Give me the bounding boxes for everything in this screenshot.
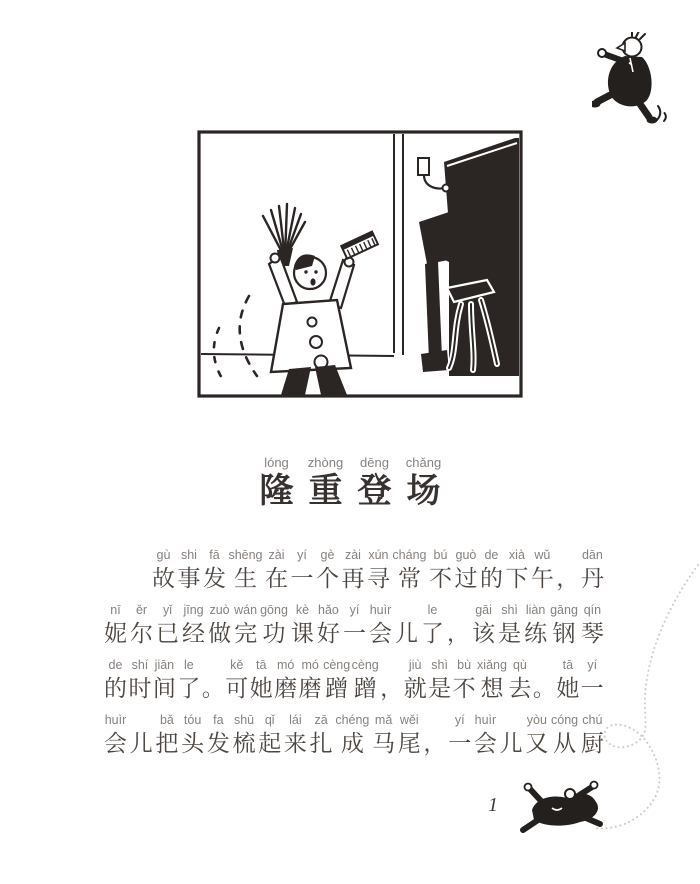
hanzi-char: 起 xyxy=(258,731,282,756)
char-column xyxy=(156,603,179,649)
char-column xyxy=(310,713,333,759)
char-column xyxy=(398,713,421,759)
pinyin-syllable: gāng xyxy=(550,603,578,617)
hanzi-char: 会 xyxy=(368,621,392,646)
hanzi-char: 妮 xyxy=(104,621,127,646)
char-column xyxy=(372,713,395,759)
hanzi-char: 了 xyxy=(177,676,201,701)
char-column xyxy=(258,713,281,759)
pinyin-syllable: zuò xyxy=(209,603,230,617)
hanzi-char: 尾 xyxy=(397,731,421,756)
hanzi-char: 不 xyxy=(428,566,452,591)
char-column xyxy=(429,548,452,594)
char-column xyxy=(104,713,127,759)
pinyin-syllable: wán xyxy=(234,603,258,617)
char-column xyxy=(367,548,390,594)
pinyin-syllable: guò xyxy=(455,548,477,562)
punctuation-column xyxy=(202,658,224,704)
pinyin-syllable: yòu xyxy=(526,713,547,727)
hanzi-char: 时 xyxy=(128,676,152,701)
char-column xyxy=(474,713,497,759)
hanzi-char: 做 xyxy=(208,621,232,646)
hanzi-char: 好 xyxy=(316,621,340,646)
hanzi-char: 可 xyxy=(225,676,249,701)
char-column xyxy=(225,658,248,704)
hanzi-char: ， xyxy=(380,676,403,701)
char-column xyxy=(234,603,257,649)
pinyin-syllable: le xyxy=(183,658,194,672)
hanzi-char: 马 xyxy=(372,731,396,756)
hanzi-char: 功 xyxy=(262,621,286,646)
char-column xyxy=(352,658,379,704)
hanzi-char: 事 xyxy=(177,566,201,591)
pinyin-syllable: huìr xyxy=(104,713,127,727)
chapter-title xyxy=(0,455,700,511)
pinyin-syllable: mó xyxy=(277,658,295,672)
text-line xyxy=(104,603,604,649)
page-number: 1 xyxy=(488,794,498,816)
pinyin-syllable: lái xyxy=(289,713,302,727)
hanzi-char: 会 xyxy=(473,731,497,756)
char-column xyxy=(500,713,523,759)
pinyin-syllable: gāi xyxy=(475,603,492,617)
pinyin-syllable: wǔ xyxy=(534,548,551,562)
char-column xyxy=(524,603,547,649)
pinyin-syllable: zài xyxy=(344,548,361,562)
char-column xyxy=(233,713,256,759)
pinyin-syllable: cèng xyxy=(351,658,379,672)
hanzi-char: 磨 xyxy=(298,676,322,701)
pinyin-syllable: bú xyxy=(433,548,448,562)
hanzi-char: 的 xyxy=(104,676,127,701)
pinyin-syllable: zā xyxy=(314,713,328,727)
pinyin-syllable: xiǎng xyxy=(477,658,507,672)
char-column xyxy=(177,548,200,594)
pinyin-syllable: yí xyxy=(297,548,307,562)
char-column xyxy=(480,548,503,594)
pinyin-syllable: jiù xyxy=(408,658,422,672)
hanzi-char: 已 xyxy=(156,621,180,646)
hanzi-char: 间 xyxy=(152,676,176,701)
char-column xyxy=(404,658,427,704)
char-column xyxy=(258,455,296,511)
pinyin-syllable: chǎng xyxy=(405,455,442,470)
char-column xyxy=(428,658,451,704)
pinyin-syllable: shì xyxy=(501,603,518,617)
char-column xyxy=(525,713,548,759)
text-line xyxy=(104,713,604,759)
hanzi-char: 又 xyxy=(525,731,549,756)
hanzi-char: 登 xyxy=(357,472,392,510)
char-column xyxy=(104,658,127,704)
pinyin-syllable: zhòng xyxy=(307,455,344,470)
text-line xyxy=(104,548,604,594)
hanzi-char: 会 xyxy=(104,731,127,756)
hanzi-char: 她 xyxy=(249,676,273,701)
char-column xyxy=(228,548,262,594)
char-column xyxy=(260,603,288,649)
pinyin-syllable: cháng xyxy=(392,548,427,562)
char-column xyxy=(299,658,322,704)
hanzi-char: 尔 xyxy=(130,621,154,646)
hanzi-char: 想 xyxy=(480,676,504,701)
pinyin-syllable: yí xyxy=(587,658,598,672)
pinyin-syllable: yí xyxy=(349,603,360,617)
char-column xyxy=(343,603,366,649)
pinyin-syllable: gè xyxy=(320,548,335,562)
pinyin-syllable: bù xyxy=(457,658,472,672)
hanzi-char: 从 xyxy=(553,731,577,756)
hanzi-char: 。 xyxy=(532,676,555,701)
hanzi-char: 丹 xyxy=(580,566,604,591)
char-column xyxy=(505,548,528,594)
story-text xyxy=(104,548,604,768)
char-column xyxy=(153,658,176,704)
char-column xyxy=(290,548,313,594)
pinyin-syllable: gōng xyxy=(260,603,288,617)
pinyin-syllable: nī xyxy=(110,603,121,617)
hanzi-char: 蹭 xyxy=(353,676,377,701)
pinyin-syllable: kě xyxy=(230,658,244,672)
running-man-icon xyxy=(592,32,670,129)
hanzi-char: 琴 xyxy=(580,621,604,646)
hanzi-char: 蹭 xyxy=(325,676,349,701)
char-column xyxy=(274,658,297,704)
hanzi-char: 梳 xyxy=(232,731,256,756)
hanzi-char: 了 xyxy=(421,621,444,646)
char-column xyxy=(421,603,444,649)
hanzi-char: 成 xyxy=(340,731,364,756)
pinyin-syllable: cèng xyxy=(323,658,351,672)
char-column xyxy=(392,548,426,594)
char-column xyxy=(207,713,230,759)
pinyin-syllable: shì xyxy=(431,658,448,672)
char-column xyxy=(454,548,477,594)
char-column xyxy=(356,455,394,511)
hanzi-char: 儿 xyxy=(129,731,153,756)
pinyin-syllable: tā xyxy=(256,658,267,672)
hanzi-char: 故 xyxy=(152,566,175,591)
pinyin-syllable: xún xyxy=(368,548,389,562)
hanzi-char: 隆 xyxy=(259,472,294,510)
pinyin-syllable: cóng xyxy=(551,713,579,727)
hanzi-char: 钢 xyxy=(552,621,576,646)
tumbled-man-icon xyxy=(512,780,607,845)
pinyin-syllable: shi xyxy=(180,548,197,562)
hanzi-char: 一 xyxy=(342,621,366,646)
pinyin-syllable: chéng xyxy=(335,713,370,727)
hanzi-char: 是 xyxy=(498,621,522,646)
pinyin-syllable: jiān xyxy=(154,658,175,672)
char-column xyxy=(128,658,151,704)
hanzi-char: 在 xyxy=(265,566,288,591)
char-column xyxy=(104,603,127,649)
hanzi-char: 不 xyxy=(452,676,476,701)
pinyin-syllable: ěr xyxy=(135,603,148,617)
hanzi-char: 场 xyxy=(406,472,441,510)
char-column xyxy=(448,713,471,759)
text-line xyxy=(104,658,604,704)
pinyin-syllable: dēng xyxy=(360,455,389,470)
pinyin-syllable: zài xyxy=(268,548,285,562)
hanzi-char: 下 xyxy=(505,566,529,591)
char-column xyxy=(291,603,314,649)
pinyin-syllable: kè xyxy=(295,603,310,617)
hanzi-char: 一 xyxy=(448,731,472,756)
char-column xyxy=(317,603,340,649)
hanzi-char: 生 xyxy=(233,566,257,591)
hanzi-char: 。 xyxy=(201,676,224,701)
pinyin-syllable: shí xyxy=(131,658,149,672)
pinyin-syllable: liàn xyxy=(525,603,546,617)
char-column xyxy=(395,603,418,649)
char-column xyxy=(130,603,153,649)
pinyin-syllable: mó xyxy=(301,658,319,672)
char-column xyxy=(316,548,339,594)
hanzi-char: 磨 xyxy=(274,676,298,701)
hanzi-char: 该 xyxy=(472,621,496,646)
punctuation-column xyxy=(380,658,402,704)
hanzi-char: 午 xyxy=(530,566,554,591)
pinyin-syllable: hǎo xyxy=(318,603,339,617)
pinyin-syllable: huìr xyxy=(369,603,392,617)
story-illustration xyxy=(197,130,523,398)
pinyin-syllable: yǐ xyxy=(163,603,173,617)
char-column xyxy=(208,603,231,649)
hanzi-char: 扎 xyxy=(309,731,333,756)
pinyin-syllable: yí xyxy=(454,713,465,727)
char-column xyxy=(369,603,392,649)
hanzi-char: ， xyxy=(423,731,446,756)
hanzi-char: 个 xyxy=(315,566,339,591)
hanzi-char: 完 xyxy=(234,621,258,646)
hanzi-char: 是 xyxy=(428,676,452,701)
hanzi-char: 练 xyxy=(524,621,548,646)
pinyin-syllable: fa xyxy=(213,713,224,727)
hanzi-char: 儿 xyxy=(499,731,523,756)
hanzi-char: 把 xyxy=(155,731,179,756)
hanzi-char: 过 xyxy=(454,566,478,591)
pinyin-syllable: le xyxy=(427,603,438,617)
hanzi-char: ， xyxy=(556,566,579,591)
hanzi-char: 一 xyxy=(580,676,604,701)
char-column xyxy=(477,658,507,704)
pinyin-syllable: shū xyxy=(233,713,255,727)
char-column xyxy=(307,455,345,511)
pinyin-syllable: fā xyxy=(209,548,220,562)
char-column xyxy=(472,603,495,649)
pinyin-syllable: qǐ xyxy=(264,713,275,727)
char-column xyxy=(335,713,369,759)
hanzi-char: 再 xyxy=(341,566,365,591)
hanzi-char: 头 xyxy=(181,731,205,756)
char-column xyxy=(250,658,273,704)
pinyin-syllable: lóng xyxy=(264,455,289,470)
hanzi-char: 厨 xyxy=(580,731,604,756)
hanzi-char: 重 xyxy=(308,472,343,510)
pinyin-syllable: gù xyxy=(156,548,171,562)
pinyin-syllable: tā xyxy=(562,658,574,672)
punctuation-column xyxy=(424,713,446,759)
char-column xyxy=(152,548,175,594)
char-column xyxy=(155,713,178,759)
char-column xyxy=(265,548,288,594)
hanzi-char: 就 xyxy=(403,676,427,701)
hanzi-char: 儿 xyxy=(394,621,418,646)
pinyin-syllable: huìr xyxy=(474,713,497,727)
hanzi-char: 课 xyxy=(290,621,314,646)
char-column xyxy=(405,455,443,511)
pinyin-syllable: de xyxy=(484,548,499,562)
pinyin-syllable: shēng xyxy=(228,548,263,562)
pinyin-syllable: wěi xyxy=(399,713,419,727)
pinyin-syllable: jīng xyxy=(183,603,204,617)
char-column xyxy=(323,658,350,704)
char-column xyxy=(130,713,153,759)
hanzi-char: 寻 xyxy=(366,566,390,591)
chapter-title-pairs xyxy=(0,455,700,511)
char-column xyxy=(341,548,364,594)
hanzi-char: 常 xyxy=(397,566,421,591)
hanzi-char: 的 xyxy=(479,566,503,591)
hanzi-char: 发 xyxy=(206,731,230,756)
punctuation-column xyxy=(533,658,555,704)
pinyin-syllable: bǎ xyxy=(159,713,174,727)
hanzi-char: 发 xyxy=(202,566,226,591)
hanzi-char: 经 xyxy=(182,621,206,646)
pinyin-syllable: qín xyxy=(583,603,602,617)
pinyin-syllable: de xyxy=(108,658,123,672)
hanzi-char: 来 xyxy=(283,731,307,756)
pinyin-syllable: mǎ xyxy=(374,713,393,727)
char-column xyxy=(181,713,204,759)
char-column xyxy=(453,658,476,704)
char-column xyxy=(508,658,531,704)
char-column xyxy=(177,658,200,704)
pinyin-syllable: xià xyxy=(508,548,525,562)
punctuation-column xyxy=(447,603,469,649)
pinyin-syllable: chú xyxy=(582,713,603,727)
char-column xyxy=(203,548,226,594)
hanzi-char: ， xyxy=(447,621,470,646)
char-column xyxy=(182,603,205,649)
char-column xyxy=(531,548,554,594)
hanzi-char: 一 xyxy=(290,566,314,591)
pinyin-syllable: tóu xyxy=(183,713,202,727)
hanzi-char: 她 xyxy=(556,676,580,701)
pinyin-syllable: dān xyxy=(581,548,603,562)
char-column xyxy=(284,713,307,759)
pinyin-syllable: qù xyxy=(512,658,527,672)
hanzi-char: 去 xyxy=(508,676,532,701)
char-column xyxy=(498,603,521,649)
